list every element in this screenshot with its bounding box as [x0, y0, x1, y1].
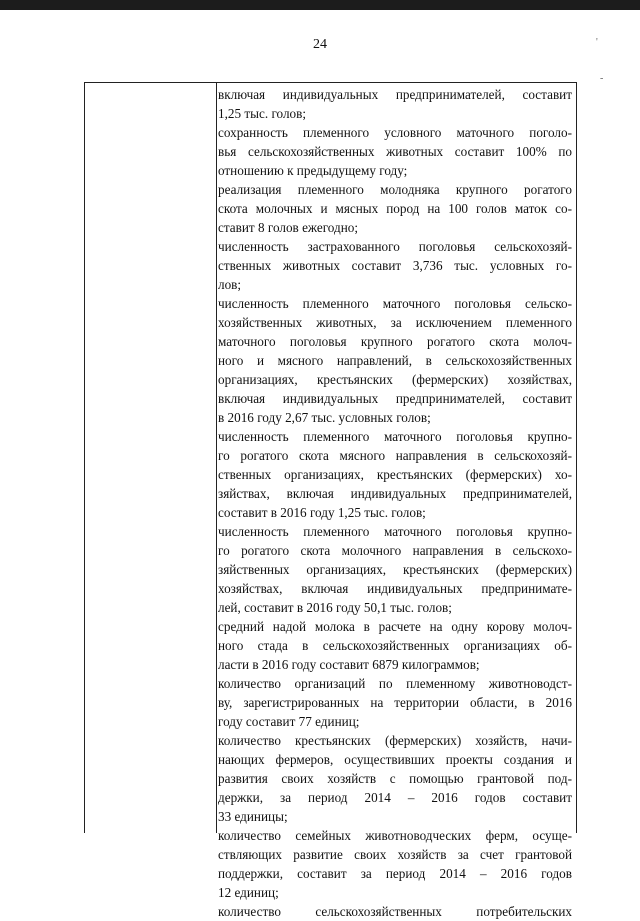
- text-line: зяйственных организациях, крестьянских (фермерских): [218, 562, 572, 577]
- text-line: ставит 8 голов ежегодно;: [218, 220, 359, 235]
- text-line: го рогатого скота молочного направления в сельскохо-: [218, 543, 572, 558]
- text-line: включая индивидуальных предпринимателей, составит: [218, 391, 572, 406]
- text-line: развития своих хозяйств с помощью грантовой под-: [218, 771, 572, 786]
- text-line: маточного поголовья крупного рогатого скота молоч-: [218, 334, 572, 349]
- text-line: численность племенного маточного поголовья крупно-: [218, 429, 572, 444]
- text-line: организациях, крестьянских (фермерских) хозяйствах,: [218, 372, 572, 387]
- text-line: средний надой молока в расчете на одну корову молоч-: [218, 619, 572, 634]
- table-cell-right: [218, 85, 572, 921]
- scan-speck: -: [600, 73, 604, 84]
- text-line: численность застрахованного поголовья сельскохозяй-: [218, 239, 572, 254]
- text-line: хозяйствах, включая индивидуальных предпринимате-: [218, 581, 572, 596]
- text-line: хозяйственных животных, за исключением племенного: [218, 315, 572, 330]
- text-line: отношению к предыдущему году;: [218, 163, 408, 178]
- text-line: 1,25 тыс. голов;: [218, 106, 307, 121]
- text-line: скота молочных и мясных пород на 100 голов маток со-: [218, 201, 572, 216]
- text-line: зяйствах, включая индивидуальных предпринимателей,: [218, 486, 572, 501]
- text-line: лей, составит в 2016 году 50,1 тыс. голов;: [218, 600, 452, 615]
- text-line: численность племенного маточного поголовья сельско-: [218, 296, 572, 311]
- text-line: ственных животных составит 3,736 тыс. условных го-: [218, 258, 572, 273]
- top-scan-border: [0, 0, 640, 10]
- text-line: ственных организациях, крестьянских (фермерских) хо-: [218, 467, 572, 482]
- text-line: в 2016 году 2,67 тыс. условных голов;: [218, 410, 431, 425]
- text-line: ствляющих развитие своих хозяйств за счет грантовой: [218, 847, 572, 862]
- document-table: [84, 82, 577, 919]
- text-line: году составит 77 единиц;: [218, 714, 360, 729]
- text-line: численность племенного маточного поголовья крупно-: [218, 524, 572, 539]
- text-line: ву, зарегистрированных на территории области, в 2016: [218, 695, 572, 710]
- text-line: держки, за период 2014 – 2016 годов составит: [218, 790, 572, 805]
- text-line: ного стада в сельскохозяйственных организациях об-: [218, 638, 572, 653]
- text-line: вья сельскохозяйственных животных составит 100% по: [218, 144, 572, 159]
- text-line: включая индивидуальных предпринимателей, составит: [218, 87, 572, 102]
- text-line: 12 единиц;: [218, 885, 279, 900]
- text-line: ласти в 2016 году составит 6879 килограммов;: [218, 657, 480, 672]
- text-line: поддержки, составит за период 2014 – 2016 годов: [218, 866, 572, 881]
- text-line: ного и мясного направлений, в сельскохозяйственных: [218, 353, 572, 368]
- scan-speck: ': [596, 37, 598, 48]
- text-line: сохранность племенного условного маточного поголо-: [218, 125, 572, 140]
- text-line: реализация племенного молодняка крупного рогатого: [218, 182, 572, 197]
- text-line: лов;: [218, 277, 242, 292]
- page-number: 24: [313, 37, 327, 52]
- text-line: составит в 2016 году 1,25 тыс. голов;: [218, 505, 426, 520]
- text-line: количество семейных животноводческих ферм, осуще-: [218, 828, 572, 843]
- text-line: количество крестьянских (фермерских) хозяйств, начи-: [218, 733, 572, 748]
- text-line: нающих фермеров, осуществивших проекты создания и: [218, 752, 572, 767]
- text-line: количество организаций по племенному животноводст-: [218, 676, 572, 691]
- text-line: го рогатого скота мясного направления в сельскохозяй-: [218, 448, 572, 463]
- text-line: количество сельскохозяйственных потребительских: [218, 904, 572, 919]
- column-divider: [216, 83, 217, 833]
- text-line: 33 единицы;: [218, 809, 288, 824]
